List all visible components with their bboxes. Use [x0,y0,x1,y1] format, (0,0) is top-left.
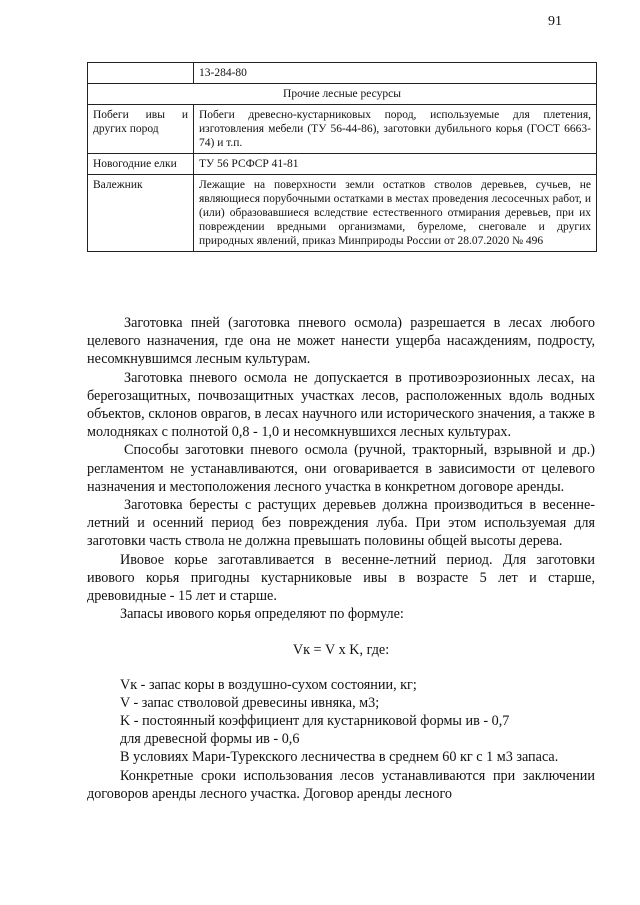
paragraph: В условиях Мари-Турекского лесничества в среднем 60 кг с 1 м3 запаса. [120,749,559,766]
table-cell: 13-284-80 [194,63,597,84]
table-row [88,63,597,84]
paragraph: Заготовка бересты с растущих деревьев должна производиться в весенне-летний и осенний период без повреждения луба. При этом используемая для заготовки часть ствола не должна превышать половины общей высоты дерева. [87,497,595,550]
table-cell: Лежащие на поверхности земли остатков стволов деревьев, сучьев, не являющиеся порубочными остатками в местах проведения лесосечных работ, и (или) образовавшиеся вследствие естественного отмирания деревьев, при их повреждении вредными организмами, буреломе, снеговале и других природных явлений, приказ Минприроды России от 28.07.2020 № 496 [194,175,597,252]
paragraph: Ивовое корье заготавливается в весенне-летний период. Для заготовки ивового корья пригодны кустарниковые ивы в возрасте 5 лет и старше, древовидные - 15 лет и старше. [87,551,595,605]
resources-table [87,62,597,252]
table-cell [88,63,194,84]
table-cell: Новогодние елки [88,154,194,175]
table-row [88,175,597,252]
table-row [88,84,597,105]
definition-line: Vк - запас коры в воздушно-сухом состоянии, кг; [120,676,417,693]
paragraph: Заготовка пней (заготовка пневого осмола) разрешается в лесах любого целевого назначения, где она не может нанести ущерба насаждениям, подросту, несомкнувшимся лесным культурам. [87,315,595,368]
paragraph: Заготовка пневого осмола не допускается в противоэрозионных лесах, на берегозащитных, почвозащитных участках лесов, расположенных вдоль водных объектов, склонов оврагов, в лесах научного или исторического значения, а также в молодняках с полнотой 0,8 - 1,0 и несомкнувшихся лесных культурах. [87,369,595,441]
paragraph: Способы заготовки пневого осмола (ручной, тракторный, взрывной и др.) регламентом не устанавливаются, они оговаривается в зависимости от целевого назначения и местоположения лесного участка в конкретном договоре аренды. [87,442,595,495]
definition-line: K - постоянный коэффициент для кустарниковой формы ив - 0,7 [120,713,510,730]
table-row [88,105,597,154]
table-cell: Побеги ивы и других пород [88,105,194,154]
table-cell: Побеги древесно-кустарниковых пород, используемые для плетения, изготовления мебели (ТУ 56-44-86), заготовки дубильного корья (ГОСТ 6663-74) и т.п. [194,105,597,154]
paragraph: Конкретные сроки использования лесов устанавливаются при заключении договоров аренды лесного участка. Договор аренды лесного [87,767,595,802]
formula: Vк = V x K, где: [292,642,390,659]
definition-line: V - запас стволовой древесины ивняка, м3; [120,694,380,711]
section-header-cell: Прочие лесные ресурсы [88,84,597,105]
table-cell: ТУ 56 РСФСР 41-81 [194,154,597,175]
table-cell: Валежник [88,175,194,252]
paragraph: Запасы ивового корья определяют по формуле: [120,606,404,623]
definition-line: для древесной формы ив - 0,6 [120,731,300,748]
body-text [87,314,595,803]
table-row [88,154,597,175]
page-number: 91 [548,14,562,29]
